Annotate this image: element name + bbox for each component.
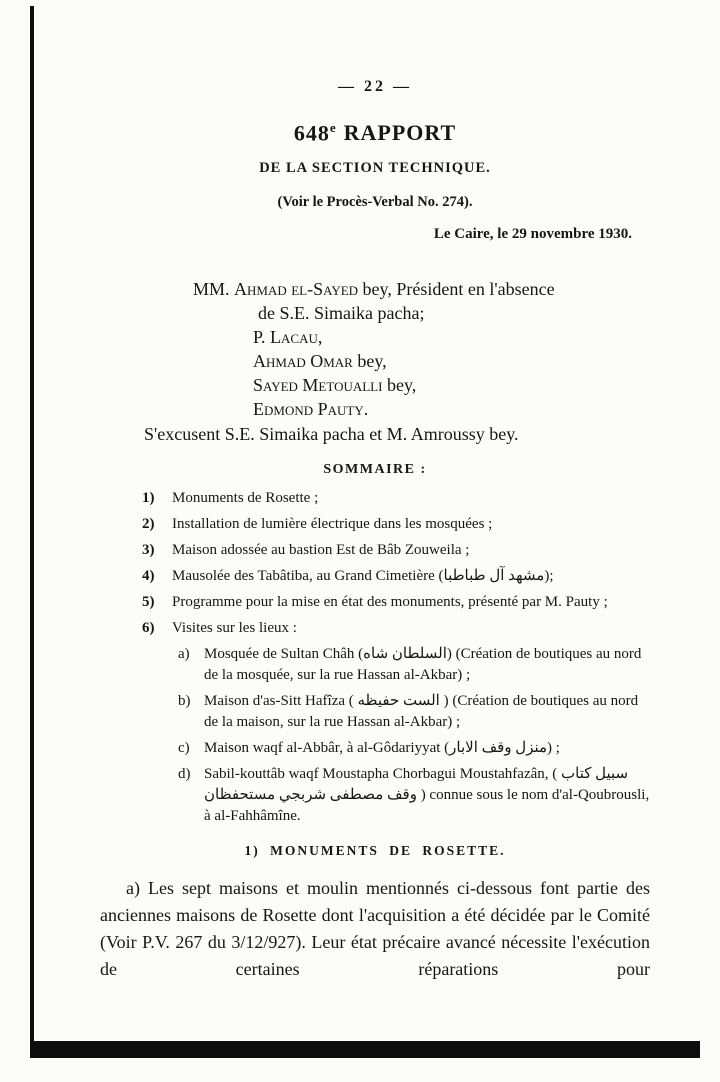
member-suffix: bey, [352, 351, 387, 372]
president-suffix: bey, Président en l'absence [358, 279, 555, 300]
report-subtitle: DE LA SECTION TECHNIQUE. [259, 160, 491, 177]
item-text: Installation de lumière électrique dans les mosquées ; [172, 516, 493, 533]
item-text: Mausolée des Tabâtiba, au Grand Cimetière (مشهد آل طباطبا); [172, 568, 554, 585]
sommaire-item-4 [142, 566, 650, 587]
sommaire-subitem-a [178, 644, 650, 686]
attendee-member [253, 397, 650, 421]
reference-note: (Voir le Procès-Verbal No. 274). [277, 194, 473, 211]
item-text: Programme pour la mise en état des monuments, présenté par M. Pauty ; [172, 594, 608, 611]
sommaire-item-6 [142, 618, 650, 639]
sommaire-item-2 [142, 514, 650, 535]
attendees-excuse-line: S'excusent S.E. Simaika pacha et M. Amroussy bey. [144, 424, 519, 445]
attendee-member [253, 349, 650, 373]
report-word: RAPPORT [343, 120, 457, 146]
sommaire-subitem-b [178, 691, 650, 733]
sommaire-item-5 [142, 592, 650, 613]
item-text: Sabil-kouttâb waqf Moustapha Chorbagui Moustahfazân, ( سبيل كتاب وقف مصطفى شربجي مستحفظان ) connue sous le nom d'al-Qoubrousli, à al-Fahhâmîne. [204, 766, 650, 825]
sommaire-subitem-d [178, 764, 650, 827]
report-title [100, 120, 650, 146]
item-number: 3) [142, 542, 155, 559]
item-number: 2) [142, 516, 155, 533]
sommaire-item-1 [142, 488, 650, 509]
item-number: 1) [142, 490, 155, 507]
sommaire-list [142, 488, 650, 827]
member-name: Edmond Pauty. [253, 399, 369, 420]
item-number: 6) [142, 620, 155, 637]
item-text: Maison waqf al-Abbâr, à al-Gôdariyyat (منزل وقف الابار) ; [204, 740, 560, 757]
member-name: Sayed Metoualli [253, 375, 383, 396]
page-content [0, 78, 720, 983]
attendees-block [100, 277, 650, 446]
member-name: Ahmad Omar [253, 351, 353, 372]
attendee-member [253, 373, 650, 397]
report-number: 648 [293, 120, 330, 146]
member-name: P. Lacau, [253, 327, 323, 348]
dateline: Le Caire, le 29 novembre 1930. [433, 226, 632, 243]
president-name: Ahmad el-Sayed [234, 279, 359, 300]
item-text: Mosquée de Sultan Châh (السلطان شاه) (Création de boutiques au nord de la mosquée, sur la rue Hassan al-Akbar) ; [204, 646, 642, 684]
sommaire-subitem-c [178, 738, 650, 759]
item-text: Maison adossée au bastion Est de Bâb Zouweila ; [172, 542, 470, 559]
item-number: 4) [142, 568, 155, 585]
page-number: — 22 — [338, 78, 412, 95]
item-text: Monuments de Rosette ; [172, 490, 319, 507]
attendees-prefix: MM. [193, 279, 230, 300]
item-text: Maison d'as-Sitt Hafîza ( الست حفيظه ) (Création de boutiques au nord de la maison, sur la rue Hassan al-Akbar) ; [204, 693, 639, 731]
sommaire-title: SOMMAIRE : [323, 462, 427, 478]
attendee-president-line [193, 277, 650, 301]
item-letter: a) [178, 646, 190, 663]
report-ordinal: e [329, 120, 337, 135]
section-heading: 1) MONUMENTS DE ROSETTE. [244, 843, 506, 859]
body-paragraph: a) Les sept maisons et moulin mentionnés ci-dessous font partie des anciennes maisons de Rosette dont l'acquisition a été décidée par le Comité (Voir P.V. 267 du 3/12/927). Leur état précaire avancé nécessite l'exécution de certaines réparations pour [100, 878, 650, 980]
item-text: Visites sur les lieux : [172, 620, 297, 637]
sommaire-item-3 [142, 540, 650, 561]
member-suffix: bey, [382, 375, 417, 396]
item-number: 5) [142, 594, 155, 611]
attendee-president-continuation: de S.E. Simaika pacha; [258, 303, 425, 324]
item-letter: d) [178, 766, 191, 783]
attendee-member [253, 325, 650, 349]
scan-edge-bottom [30, 1041, 700, 1058]
item-letter: b) [178, 693, 191, 710]
item-letter: c) [178, 740, 190, 757]
